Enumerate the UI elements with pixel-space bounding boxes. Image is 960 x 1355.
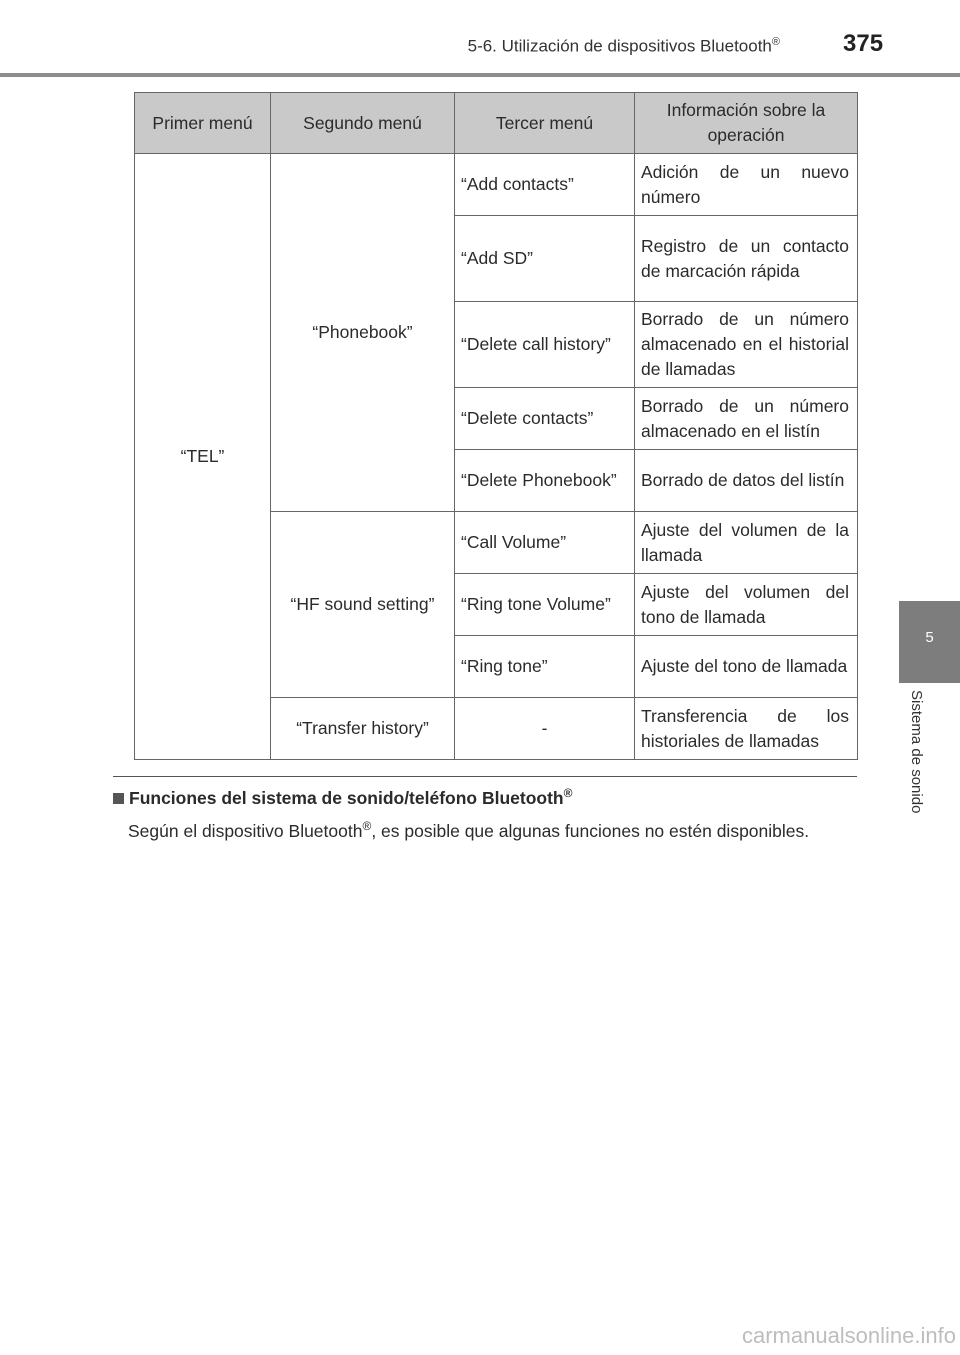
third-menu-cell: “Add SD” bbox=[455, 216, 635, 302]
section-heading bbox=[113, 786, 572, 809]
chapter-tab bbox=[899, 601, 960, 683]
third-menu-cell: “Ring tone Volume” bbox=[455, 574, 635, 636]
square-bullet-icon bbox=[113, 793, 124, 804]
third-menu-cell: “Delete contacts” bbox=[455, 388, 635, 450]
page-number: 375 bbox=[843, 30, 884, 57]
third-menu-cell: “Ring tone” bbox=[455, 636, 635, 698]
second-menu-cell: “Phonebook” bbox=[271, 154, 455, 512]
section-body bbox=[128, 818, 857, 844]
section-heading-text: Funciones del sistema de sonido/teléfono Bluetooth bbox=[129, 787, 564, 808]
second-menu-cell: “Transfer history” bbox=[271, 698, 455, 760]
body-text-start: Según el dispositivo Bluetooth bbox=[128, 821, 363, 841]
third-menu-cell: - bbox=[455, 698, 635, 760]
chapter-label-text: Sistema de sonido bbox=[908, 690, 925, 814]
operation-info-cell: Ajuste del volumen de la llamada bbox=[635, 512, 858, 574]
operation-info-cell: Borrado de un número almacenado en el listín bbox=[635, 388, 858, 450]
section-title bbox=[468, 36, 780, 57]
operation-info-cell: Ajuste del tono de llamada bbox=[635, 636, 858, 698]
section-divider bbox=[113, 776, 857, 777]
third-menu-cell: “Delete call history” bbox=[455, 302, 635, 388]
header-second-menu: Segundo menú bbox=[271, 93, 455, 154]
page-header bbox=[0, 0, 960, 78]
first-menu-cell: “TEL” bbox=[135, 154, 271, 760]
operation-info-cell: Transferencia de los historiales de llamadas bbox=[635, 698, 858, 760]
operation-info-cell: Adición de un nuevo número bbox=[635, 154, 858, 216]
header-operation-info: Información sobre la operación bbox=[635, 93, 858, 154]
second-menu-cell: “HF sound setting” bbox=[271, 512, 455, 698]
operation-info-cell: Ajuste del volumen del tono de llamada bbox=[635, 574, 858, 636]
operation-info-cell: Registro de un contacto de marcación rápida bbox=[635, 216, 858, 302]
table-row bbox=[135, 154, 858, 216]
watermark: carmanualsonline.info bbox=[741, 1323, 956, 1348]
header-divider bbox=[0, 73, 960, 77]
registered-mark: ® bbox=[563, 786, 573, 800]
operation-info-cell: Borrado de un número almacenado en el historial de llamadas bbox=[635, 302, 858, 388]
menu-table bbox=[134, 92, 858, 760]
chapter-number: 5 bbox=[925, 629, 934, 646]
registered-mark: ® bbox=[771, 36, 780, 48]
registered-mark: ® bbox=[362, 819, 372, 834]
third-menu-cell: “Delete Phonebook” bbox=[455, 450, 635, 512]
table-header-row bbox=[135, 93, 858, 154]
third-menu-cell: “Call Volume” bbox=[455, 512, 635, 574]
header-first-menu: Primer menú bbox=[135, 93, 271, 154]
chapter-label bbox=[905, 690, 945, 850]
section-title-text: 5-6. Utilización de dispositivos Bluetooth bbox=[467, 36, 772, 56]
body-text-end: , es posible que algunas funciones no estén disponibles. bbox=[371, 821, 810, 841]
header-third-menu: Tercer menú bbox=[455, 93, 635, 154]
third-menu-cell: “Add contacts” bbox=[455, 154, 635, 216]
operation-info-cell: Borrado de datos del listín bbox=[635, 450, 858, 512]
